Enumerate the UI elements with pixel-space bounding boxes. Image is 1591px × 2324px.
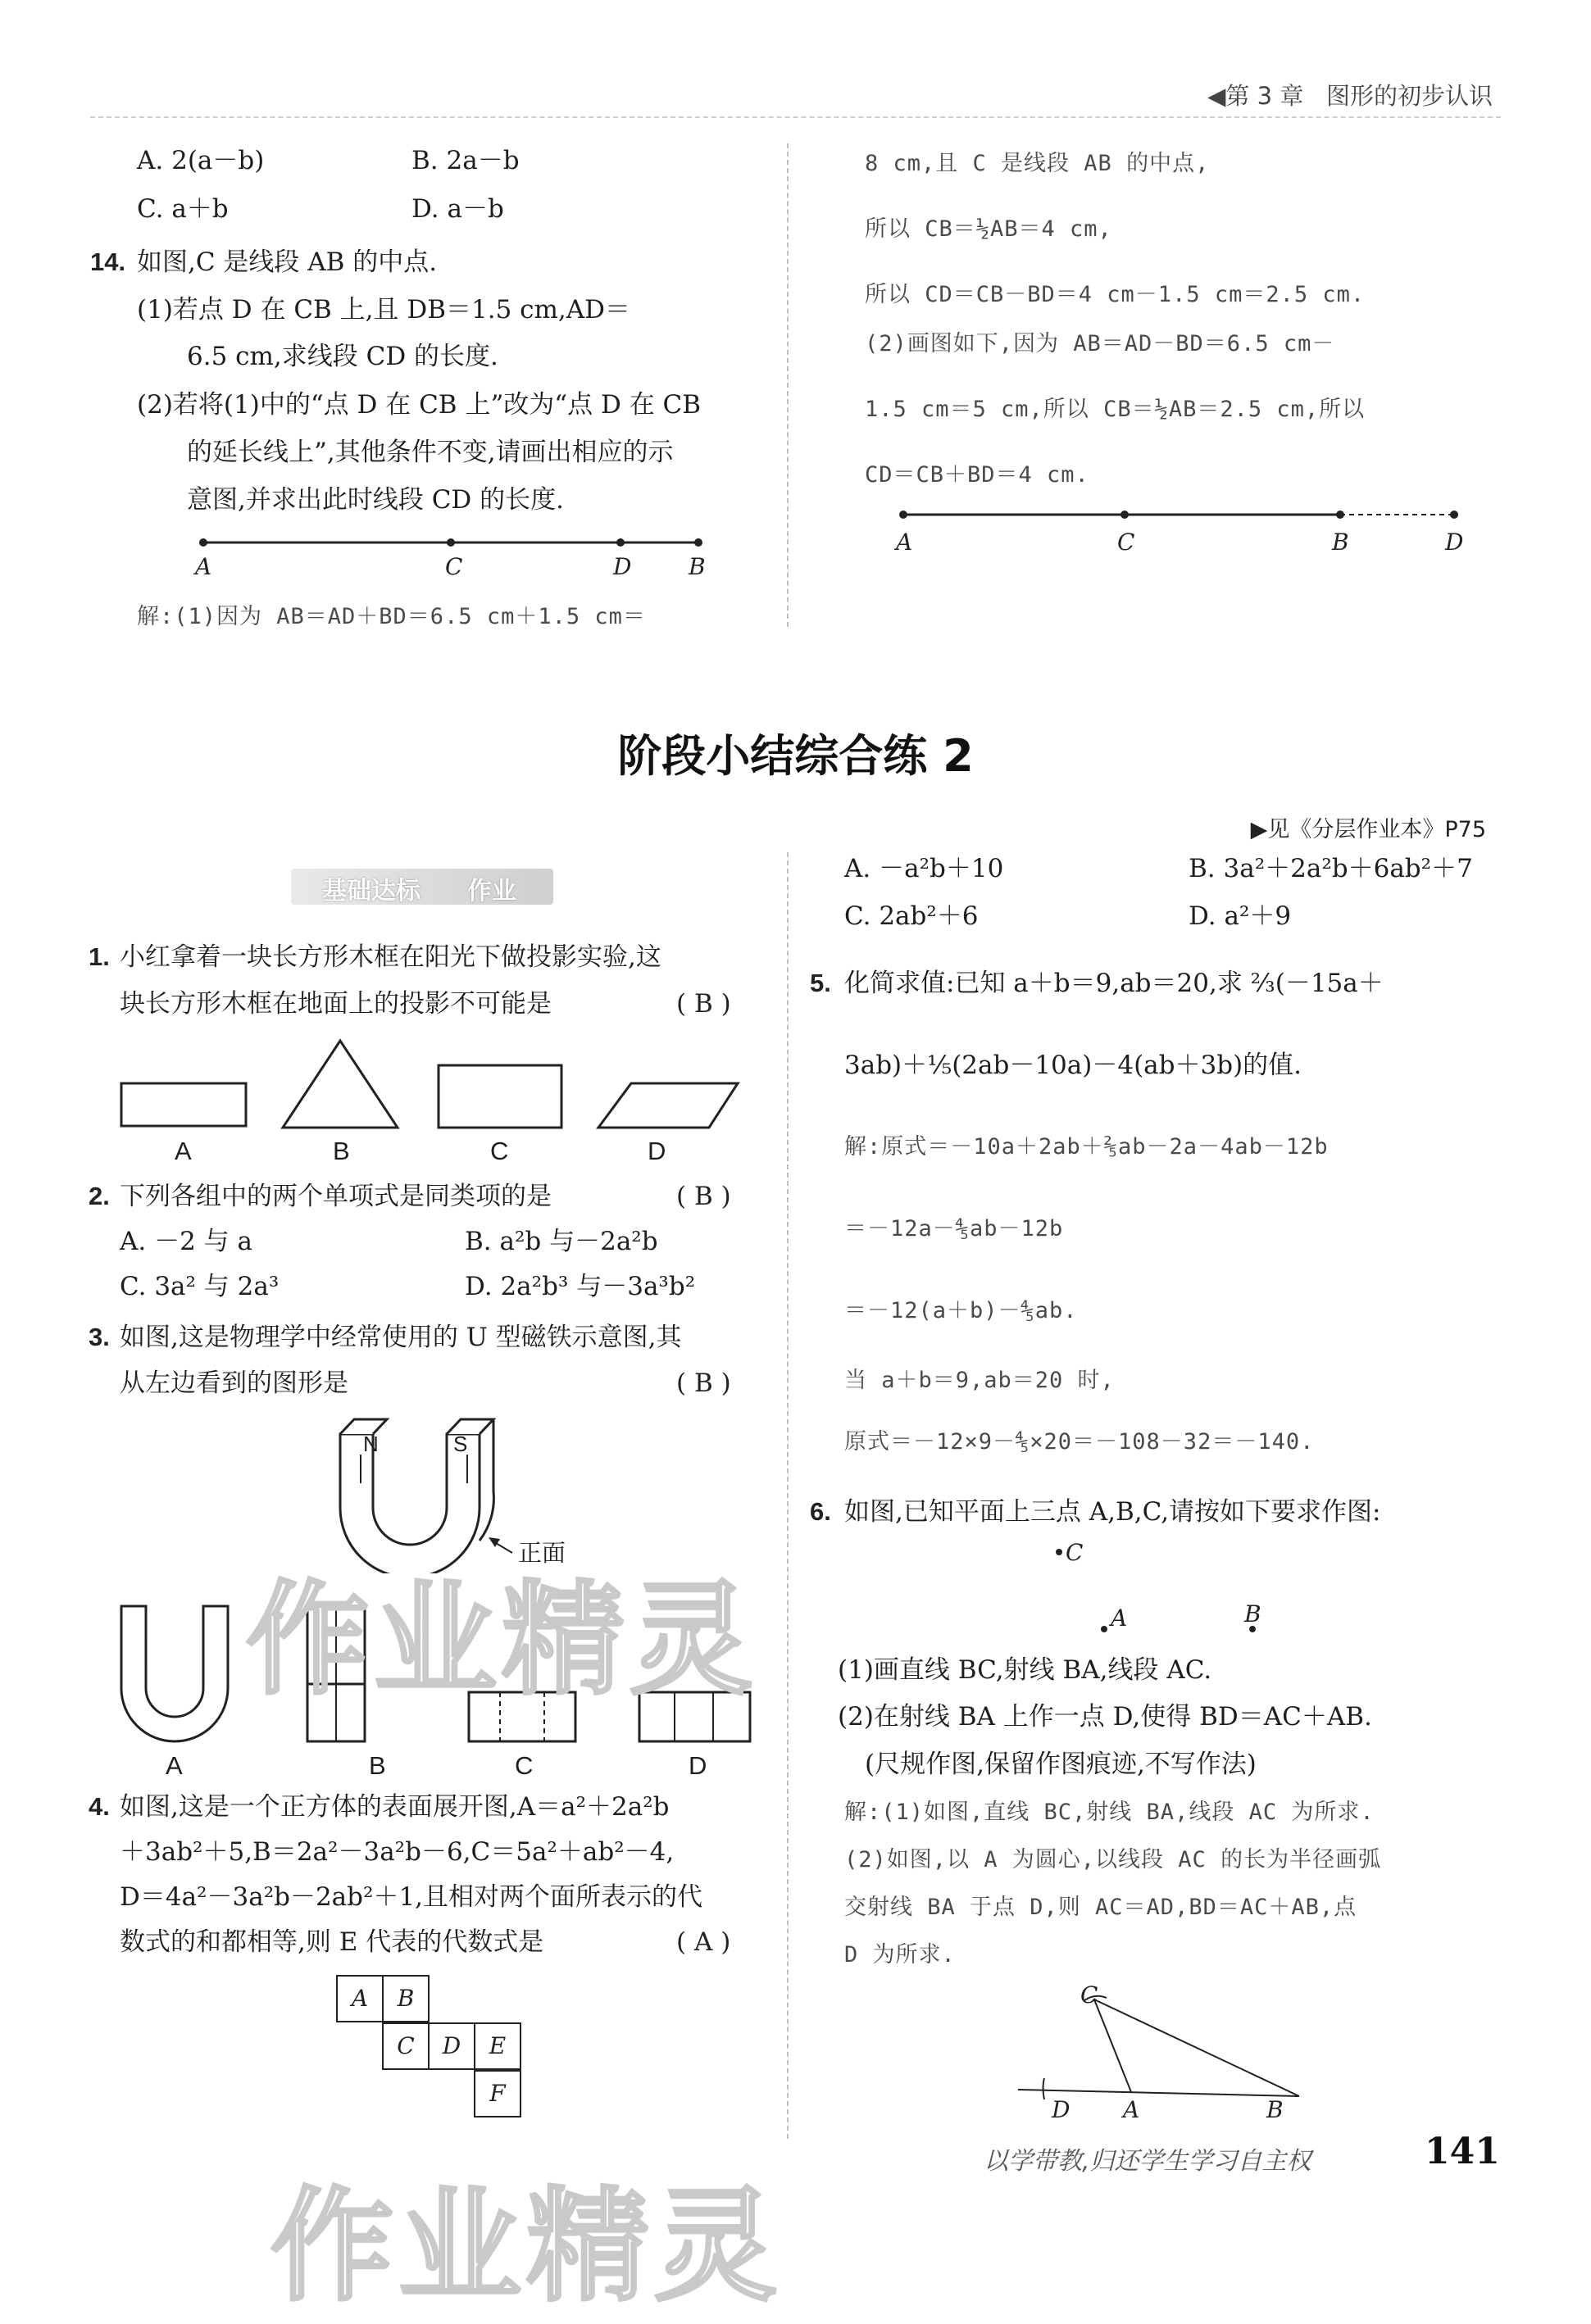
q2-opt-d: D. 2a²b³ 与－3a³b² [465,1272,696,1301]
net-cell-a: A [336,1975,384,2022]
point-a [199,538,207,547]
net-cell-f: F [474,2070,521,2117]
q6-solution: 解:(1)如图,直线 BC,射线 BA,线段 AC 为所求. [844,1800,1375,1825]
column-divider-top [787,143,789,627]
q1-opt-d: D [648,1137,666,1165]
view-a [121,1606,228,1741]
q4-line: 如图,这是一个正方体的表面展开图,A＝a²＋2a²b [120,1792,670,1822]
point-b [694,538,702,547]
q14-label-a: A [195,553,212,580]
solution-line: 所以 CB＝½AB＝4 cm, [865,216,1112,242]
q4-line: ＋3ab²＋5,B＝2a²－3a²b－6,C＝5a²＋ab²－4, [120,1837,675,1867]
column-divider-bottom [787,852,789,2139]
q1-line: 块长方形木框在地面上的投影不可能是 [120,989,552,1019]
workbook-reference: ▶见《分层作业本》P75 [1250,817,1486,842]
shape-rectangle-2 [439,1065,561,1128]
fig-label-b: B [1266,2096,1284,2123]
q2-text: 下列各组中的两个单项式是同类项的是 [120,1182,552,1211]
point-c [1121,511,1129,519]
point-c [1056,1549,1062,1555]
net-cell-c: C [382,2022,430,2070]
point-b [1336,511,1344,519]
q4-line: D＝4a²－3a²b－2ab²＋1,且相对两个面所表示的代 [120,1882,703,1912]
q4-opt-c: C. 2ab²＋6 [844,901,979,931]
fig-label-a: A [1123,2096,1140,2123]
solution-line: CD＝CB＋BD＝4 cm. [865,462,1089,488]
q14-number: 14. [90,247,126,276]
q14-line: (2)若将(1)中的“点 D 在 CB 上”改为“点 D 在 CB [137,390,702,420]
q2-number: 2. [89,1182,110,1210]
net-cell-d: D [428,2022,475,2070]
q14-line: (1)若点 D 在 CB 上,且 DB＝1.5 cm,AD＝ [137,295,631,325]
q2-opt-c: C. 3a² 与 2a³ [120,1272,280,1301]
solution-line: 所以 CD＝CB－BD＝4 cm－1.5 cm＝2.5 cm. [865,282,1366,307]
q5-line: 3ab)＋⅕(2ab－10a)－4(ab＋3b)的值. [844,1051,1302,1080]
q5-line: 化简求值:已知 a＋b＝9,ab＝20,求 ⅔(－15a＋ [844,969,1384,998]
chapter-header [1207,78,1493,111]
section-title: 阶段小结综合练 2 [617,730,974,782]
q4-line: 数式的和都相等,则 E 代表的代数式是 [120,1927,544,1957]
q6-construction-figure [1016,1983,1328,2106]
q6-line: (2)在射线 BA 上作一点 D,使得 BD＝AC＋AB. [838,1702,1372,1732]
magnet-n: N [363,1432,379,1456]
q13-option-b: B. 2a－b [411,146,520,175]
q3-line: 如图,这是物理学中经常使用的 U 型磁铁示意图,其 [120,1323,682,1352]
q6-text: 如图,已知平面上三点 A,B,C,请按如下要求作图: [844,1497,1381,1527]
solution-segment-figure [893,500,1484,541]
page-number: 141 [1425,2131,1500,2172]
q6-solution: D 为所求. [844,1942,956,1968]
q14-line: 的延长线上”,其他条件不变,请画出相应的示 [187,438,674,467]
header-divider [90,116,1501,118]
q13-option-a: A. 2(a－b) [137,146,265,175]
q3-opt-b: B [369,1751,386,1780]
q5-number: 5. [810,969,831,997]
badge-homework: 作业 [467,877,516,906]
q4-answer: ( A ) [676,1927,731,1957]
q1-opt-c: C [490,1137,509,1165]
q6-solution: (2)如图,以 A 为圆心,以线段 AC 的长为半径画弧 [844,1847,1382,1872]
badge-basic: 基础达标 [322,877,420,906]
q2-opt-a: A. －2 与 a [120,1227,253,1256]
solution-line: 1.5 cm＝5 cm,所以 CB＝½AB＝2.5 cm,所以 [865,397,1366,422]
watermark: 作业精灵 [246,1569,758,1712]
shape-triangle [283,1041,398,1128]
chapter-label: ◀第 3 章 [1207,82,1304,110]
sol-label-c: C [1117,529,1135,556]
magnet-s: S [453,1432,468,1456]
q14-label-d: D [613,553,632,580]
q5-solution: 当 a＋b＝9,ab＝20 时, [844,1368,1115,1393]
fig-label-c: C [1080,1981,1098,2009]
point-d [616,538,625,547]
watermark: 作业精灵 [270,2176,783,2318]
q6-label-c: C [1066,1539,1084,1566]
arc-mark-d [1043,2078,1045,2099]
q6-label-a: A [1111,1605,1128,1632]
q1-shapes [115,1033,770,1139]
q1-number: 1. [89,942,110,971]
sol-label-a: A [896,529,913,556]
q3-line: 从左边看到的图形是 [120,1369,348,1398]
q3-answer: ( B ) [676,1369,731,1398]
q6-line: (尺规作图,保留作图痕迹,不写作法) [865,1750,1257,1779]
solution-line: 8 cm,且 C 是线段 AB 的中点, [865,151,1210,176]
q3-opt-d: D [689,1751,707,1780]
q13-option-c: C. a＋b [137,194,229,224]
net-cell-e: E [474,2022,521,2070]
solution-line: (2)画图如下,因为 AB＝AD－BD＝6.5 cm－ [865,331,1335,356]
line-bc [1094,1999,1299,2096]
shape-parallelogram [598,1083,738,1128]
q5-solution: 原式＝－12×9－⅘×20＝－108－32＝－140. [844,1429,1315,1455]
q14-line: 意图,并求出此时线段 CD 的长度. [187,485,564,515]
q6-number: 6. [810,1497,831,1526]
q2-opt-b: B. a²b 与－2a²b [465,1227,658,1256]
point-a [899,511,907,519]
chapter-title: 图形的初步认识 [1325,82,1493,110]
q6-label-b: B [1244,1600,1261,1627]
q14-line: 如图,C 是线段 AB 的中点. [137,247,438,277]
q5-solution: ＝－12(a＋b)－⅘ab. [844,1298,1078,1323]
point-c [447,538,455,547]
q1-line: 小红拿着一块长方形木框在阳光下做投影实验,这 [120,942,661,972]
q4-opt-b: B. 3a²＋2a²b＋6ab²＋7 [1189,854,1473,883]
q2-answer: ( B ) [676,1182,731,1211]
q5-solution: 解:原式＝－10a＋2ab＋⅖ab－2a－4ab－12b [844,1134,1329,1160]
q3-opt-c: C [515,1751,534,1780]
q6-line: (1)画直线 BC,射线 BA,线段 AC. [838,1655,1212,1685]
point-a [1101,1626,1107,1632]
q4-opt-a: A. －a²b＋10 [844,854,1004,883]
q6-solution: 交射线 BA 于点 D,则 AC＝AD,BD＝AC＋AB,点 [844,1895,1357,1920]
sol-label-d: D [1445,529,1464,556]
q4-opt-d: D. a²＋9 [1189,901,1292,931]
q14-label-c: C [445,553,463,580]
ray-ba [1018,2090,1299,2096]
q5-solution: ＝－12a－⅘ab－12b [844,1216,1064,1241]
net-cell-b: B [382,1975,430,2022]
q1-opt-b: B [333,1137,350,1165]
q14-line: 6.5 cm,求线段 CD 的长度. [187,342,498,371]
q3-number: 3. [89,1323,110,1351]
q3-opt-a: A [166,1751,183,1780]
front-label: 正面 [518,1539,566,1567]
shape-rectangle [121,1083,246,1126]
q14-solution-start: 解:(1)因为 AB＝AD＋BD＝6.5 cm＋1.5 cm＝ [137,604,646,629]
sol-label-b: B [1332,529,1349,556]
q14-label-b: B [689,553,706,580]
cube-net [336,1975,541,2122]
point-d [1450,511,1458,519]
section-badge [291,869,553,905]
fig-label-d: D [1052,2096,1071,2123]
q4-number: 4. [89,1792,110,1821]
footer-slogan: 以学带教,归还学生学习自主权 [984,2147,1311,2176]
q13-option-d: D. a－b [411,194,504,224]
q1-opt-a: A [175,1137,192,1165]
q1-answer: ( B ) [676,989,731,1019]
